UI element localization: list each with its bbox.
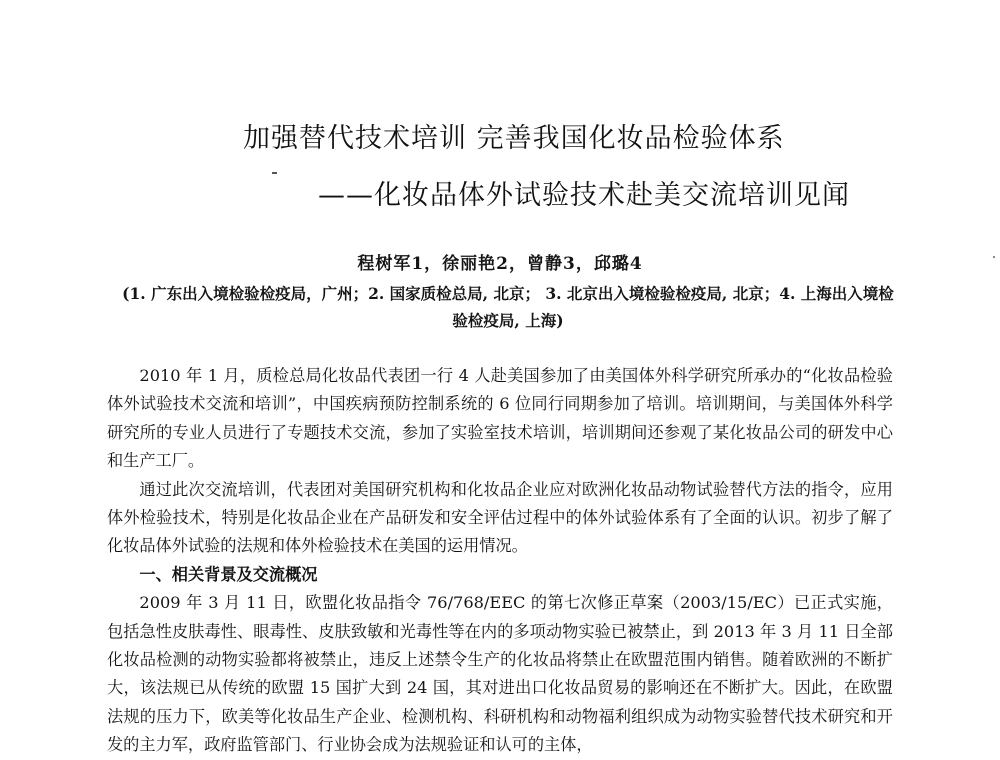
paragraph: 通过此次交流培训，代表团对美国研究机构和化妆品企业应对欧洲化妆品动物试验替代方法的指令，应用体外检验技术，特别是化妆品企业在产品研发和安全评估过程中的体外试验体系有了全面的认识。初步了解了化妆品体外试验的法规和体外检验技术在美国的运用情况。	[107, 479, 893, 556]
scan-artifact	[272, 172, 277, 174]
document-subtitle: ——化妆品体外试验技术赴美交流培训见闻	[318, 180, 850, 211]
document-title: 加强替代技术培训 完善我国化妆品检验体系	[243, 123, 785, 154]
paragraph: 2010 年 1 月，质检总局化妆品代表团一行 4 人赴美国参加了由美国体外科学研究所承办的“化妆品检验体外试验技术交流和培训”，中国疾病预防控制系统的 6 位同行同期参加了培训。培训期间，与美国体外科学研究所的专业人员进行了专题技术交流，参加了实验室技术培训，培训期间还参观了某化妆品公司的研发中心和生产工厂。	[107, 366, 893, 471]
body-text	[107, 362, 893, 760]
paragraph: 2009 年 3 月 11 日，欧盟化妆品指令 76/768/EEC 的第七次修正草案（2003/15/EC）已正式实施，包括急性皮肤毒性、眼毒性、皮肤致敏和光毒性等在内的多项动物实验已被禁止，到 2013 年 3 月 11 日全部化妆品检测的动物实验都将被禁止，违反上述禁令生产的化妆品将禁止在欧盟范围内销售。随着欧洲的不断扩大，该法规已从传统的欧盟 15 国扩大到 24 国，其对进出口化妆品贸易的影响还在不断扩大。因此，在欧盟法规的压力下，欧美等化妆品生产企业、检测机构、科研机构和动物福利组织成为动物实验替代技术研究和开发的主力军，政府监管部门、行业协会成为法规验证和认可的主体，	[107, 593, 893, 755]
section-heading: 一、相关背景及交流概况	[139, 564, 318, 584]
affiliations: (1. 广东出入境检验检疫局，广州；2. 国家质检总局, 北京； 3. 北京出入境检验检疫局, 北京；4. 上海出入境检验检疫局, 上海)	[122, 284, 894, 330]
author-list: 程树军1，徐丽艳2，曾静3，邱璐4	[357, 254, 643, 274]
